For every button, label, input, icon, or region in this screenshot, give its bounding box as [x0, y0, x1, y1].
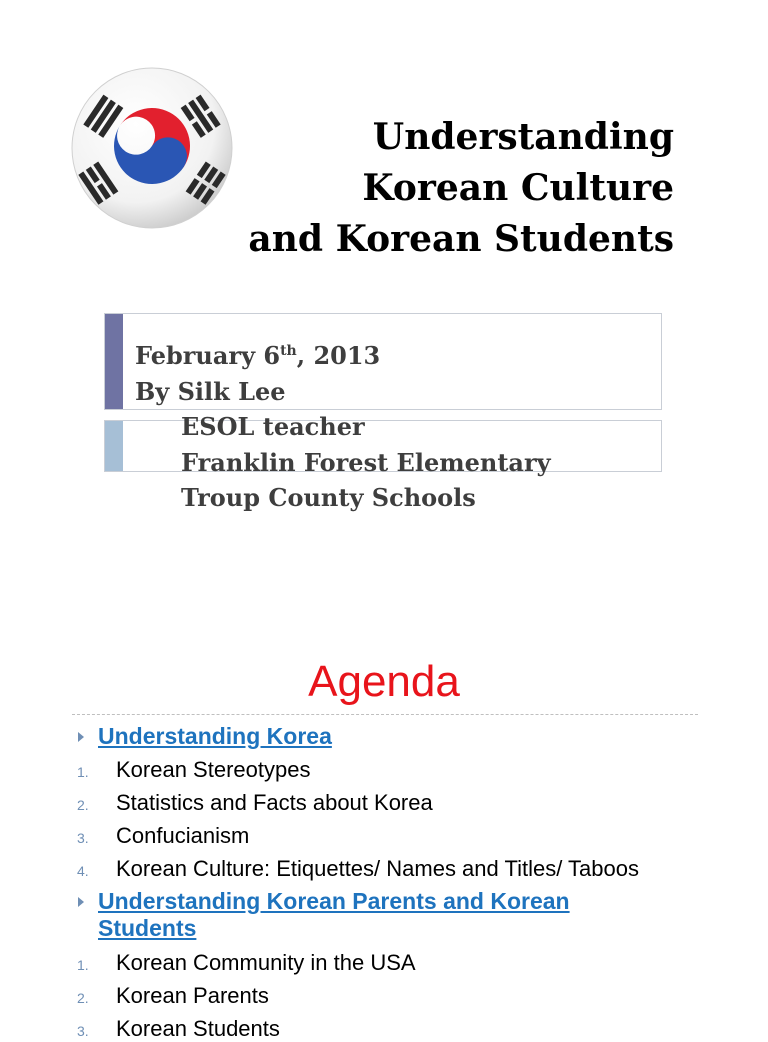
date-year: , 2013 — [296, 341, 381, 370]
divider — [72, 714, 698, 715]
title-line-2: Korean Culture — [362, 167, 674, 209]
presentation-date — [135, 338, 735, 374]
author-name: By Silk Lee — [135, 376, 286, 406]
list-item: Korean Culture: Etiquettes/ Names and Titles/ Taboos — [116, 856, 639, 881]
section-heading-line-1: Understanding Korean Parents and Korean — [98, 888, 570, 914]
section-heading-line-2: Students — [98, 915, 197, 941]
title-line-1: Understanding — [372, 116, 674, 158]
list-item: Korean Parents — [116, 983, 269, 1008]
agenda-title: Agenda — [308, 657, 460, 706]
list-item: Korean Stereotypes — [116, 757, 311, 782]
triangle-bullet-icon — [78, 732, 84, 742]
section-link-korean-parents-students[interactable] — [98, 888, 658, 942]
list-number: 3. — [77, 830, 89, 846]
list-number: 1. — [77, 764, 89, 780]
list-item: Korean Students — [116, 1016, 280, 1041]
author-role: ESOL teacher — [181, 412, 365, 441]
list-number: 2. — [77, 797, 89, 813]
subtitle-text — [135, 338, 735, 516]
list-number: 2. — [77, 990, 89, 1006]
list-item: Confucianism — [116, 823, 250, 848]
accent-bar — [105, 421, 123, 471]
list-number: 4. — [77, 863, 89, 879]
section-link-understanding-korea[interactable]: Understanding Korea — [98, 723, 332, 749]
district-name: Troup County Schools — [181, 483, 476, 512]
triangle-bullet-icon — [78, 897, 84, 907]
list-item: Korean Community in the USA — [116, 950, 416, 975]
accent-bar — [105, 314, 123, 409]
school-name: Franklin Forest Elementary — [181, 447, 551, 477]
agenda-slide — [0, 560, 768, 1041]
list-number: 3. — [77, 1023, 89, 1039]
list-item: Statistics and Facts about Korea — [116, 790, 433, 815]
list-number: 1. — [77, 957, 89, 973]
slide-title — [154, 112, 674, 265]
date-text: February 6 — [135, 341, 281, 370]
title-line-3: and Korean Students — [248, 218, 674, 260]
date-ordinal: th — [280, 343, 297, 359]
